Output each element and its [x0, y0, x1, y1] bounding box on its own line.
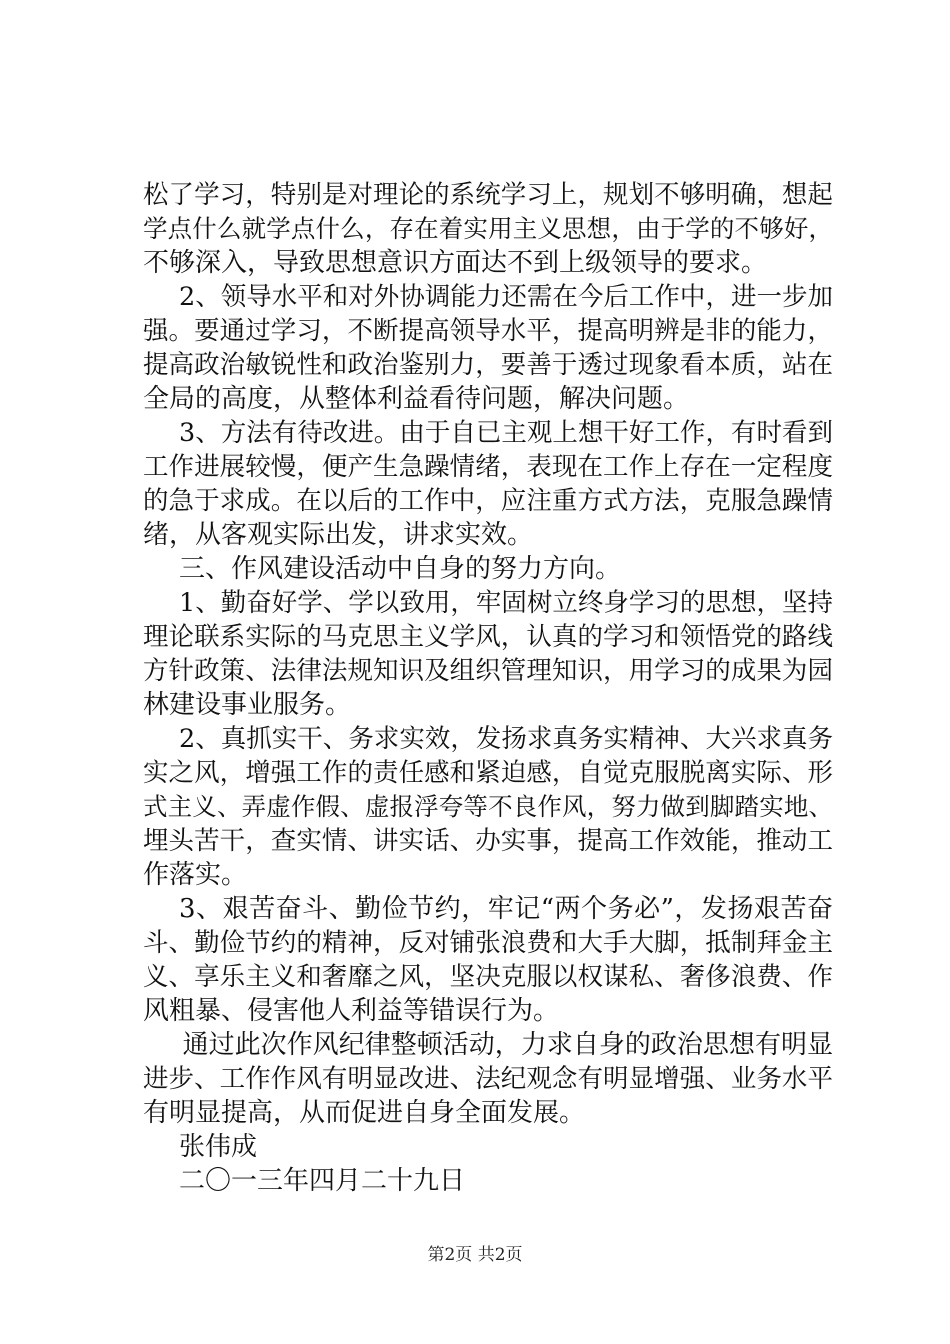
text-line: 风粗暴、侵害他人利益等错误行为。 [143, 996, 560, 1026]
text-line: 式主义、弄虚作假、虚报浮夸等不良作风，努力做到脚踏实地、 [143, 792, 833, 821]
text-line: 1、勤奋好学、学以致用，牢固树立终身学习的思想，坚持 [179, 588, 833, 618]
text-line: 3、艰苦奋斗、勤俭节约，牢记“两个务必”，发扬艰苦奋 [179, 894, 833, 924]
text-line: 通过此次作风纪律整顿活动，力求自身的政治思想有明显 [182, 1030, 833, 1060]
text-line: 工作进展较慢，便产生急躁情绪，表现在工作上存在一定程度 [143, 452, 833, 482]
text-line: 林建设事业服务。 [143, 690, 352, 720]
text-line: 松了学习，特别是对理论的系统学习上，规划不够明确，想起 [143, 180, 833, 210]
text-line: 不够深入，导致思想意识方面达不到上级领导的要求。 [143, 248, 768, 278]
text-line: 二〇一三年四月二十九日 [179, 1166, 466, 1196]
text-line: 义、享乐主义和奢靡之风，坚决克服以权谋私、奢侈浪费、作 [143, 962, 833, 992]
text-line: 埋头苦干，查实情、讲实话、办实事，提高工作效能，推动工 [143, 826, 833, 856]
text-line: 绪，从客观实际出发，讲求实效。 [143, 520, 534, 550]
text-line: 学点什么就学点什么，存在着实用主义思想，由于学的不够好， [143, 214, 833, 243]
text-line: 全局的高度，从整体利益看待问题，解决问题。 [143, 384, 690, 414]
text-line: 强。要通过学习，不断提高领导水平，提高明辨是非的能力， [143, 316, 833, 346]
document-body [143, 178, 833, 1198]
text-line: 方针政策、法律法规知识及组织管理知识，用学习的成果为园 [143, 656, 833, 686]
page-footer: 第2页 共2页 [427, 1245, 523, 1265]
text-line: 2、真抓实干、务求实效，发扬求真务实精神、大兴求真务 [179, 724, 833, 754]
text-line: 作落实。 [143, 860, 248, 890]
text-line: 理论联系实际的马克思主义学风，认真的学习和领悟党的路线 [143, 622, 833, 652]
text-line: 3、方法有待改进。由于自已主观上想干好工作，有时看到 [179, 418, 833, 448]
text-line: 三、作风建设活动中自身的努力方向。 [179, 554, 622, 584]
text-line: 进步、工作作风有明显改进、法纪观念有明显增强、业务水平 [143, 1064, 833, 1094]
text-line: 的急于求成。在以后的工作中，应注重方式方法，克服急躁情 [143, 486, 833, 516]
text-line: 有明显提高，从而促进自身全面发展。 [143, 1098, 586, 1128]
text-line: 2、领导水平和对外协调能力还需在今后工作中，进一步加 [179, 282, 833, 312]
text-line: 斗、勤俭节约的精神，反对铺张浪费和大手大脚，抵制拜金主 [143, 928, 833, 958]
text-line: 实之风，增强工作的责任感和紧迫感，自觉克服脱离实际、形 [143, 758, 833, 788]
text-line: 提高政治敏锐性和政治鉴别力，要善于透过现象看本质，站在 [143, 350, 833, 380]
text-line: 张伟成 [179, 1132, 258, 1162]
